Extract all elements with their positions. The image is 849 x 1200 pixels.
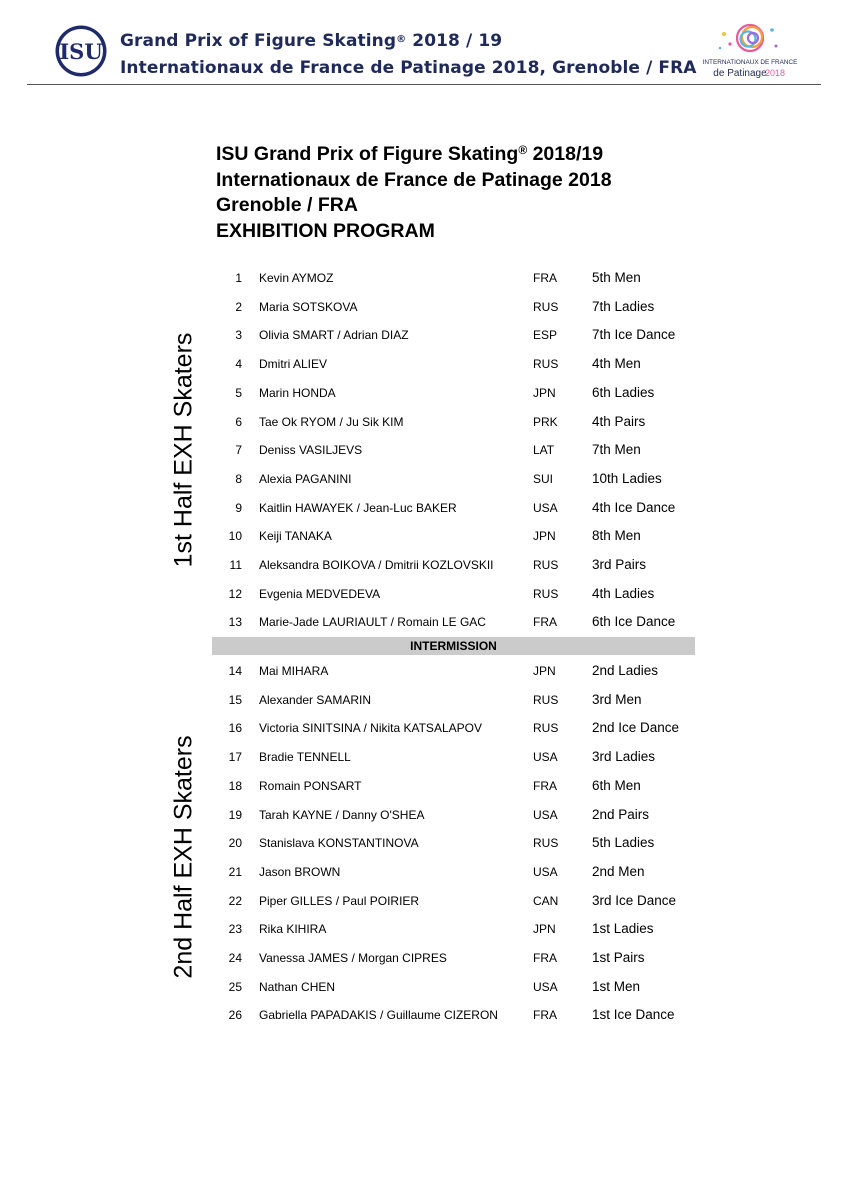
skater-name: Alexia PAGANINI xyxy=(259,471,352,486)
nation-code: FRA xyxy=(533,615,557,630)
entry-number: 15 xyxy=(228,692,242,707)
placement: 6th Men xyxy=(592,777,641,793)
placement: 4th Ladies xyxy=(592,585,655,601)
skater-name: Tae Ok RYOM / Ju Sik KIM xyxy=(259,414,404,429)
placement: 7th Ice Dance xyxy=(592,327,676,343)
nation-code: SUI xyxy=(533,471,554,486)
table-row xyxy=(212,688,696,712)
nation-code: RUS xyxy=(533,836,559,851)
skater-name: Marie-Jade LAURIAULT / Romain LE GAC xyxy=(259,615,486,630)
title-line-2: Internationaux de France de Patinage 2018 xyxy=(216,168,612,191)
isu-logo xyxy=(54,24,108,78)
placement: 6th Ice Dance xyxy=(592,614,676,630)
skater-name: Keiji TANAKA xyxy=(259,529,332,544)
table-row xyxy=(212,659,696,683)
skater-name: Bradie TENNELL xyxy=(259,750,351,765)
placement: 1st Ice Dance xyxy=(592,1007,675,1023)
skater-name: Kevin AYMOZ xyxy=(259,271,334,285)
entry-number: 7 xyxy=(235,443,242,458)
table-row xyxy=(212,860,696,884)
placement: 4th Pairs xyxy=(592,413,646,429)
nation-code: JPN xyxy=(533,529,556,544)
title-line-4: EXHIBITION PROGRAM xyxy=(216,219,435,242)
entry-number: 26 xyxy=(228,1008,242,1023)
table-row xyxy=(212,831,696,855)
first-half-label: 1st Half EXH Skaters xyxy=(169,332,198,568)
table-row xyxy=(212,610,696,634)
entry-number: 20 xyxy=(228,836,242,851)
placement: 3rd Ladies xyxy=(592,749,656,765)
placement: 3rd Pairs xyxy=(592,557,647,572)
nation-code: RUS xyxy=(533,692,559,707)
entry-number: 16 xyxy=(228,721,242,736)
table-row xyxy=(212,803,696,827)
skater-name: Piper GILLES / Paul POIRIER xyxy=(259,893,420,908)
placement: 7th Men xyxy=(592,442,641,458)
header-divider xyxy=(27,84,821,85)
table-row xyxy=(212,582,696,606)
entry-number: 21 xyxy=(228,864,242,879)
placement: 2nd Ice Dance xyxy=(592,720,680,736)
entry-number: 2 xyxy=(235,299,242,314)
skater-name: Vanessa JAMES / Morgan CIPRES xyxy=(259,951,447,965)
placement: 8th Men xyxy=(592,528,641,544)
placement: 5th Ladies xyxy=(592,835,655,851)
skater-name: Victoria SINITSINA / Nikita KATSALAPOV xyxy=(259,721,482,736)
placement: 3rd Ice Dance xyxy=(592,892,677,908)
nation-code: JPN xyxy=(533,664,556,678)
event-logo-year: 2018 xyxy=(764,68,786,78)
skater-name: Romain PONSART xyxy=(259,778,362,793)
nation-code: RUS xyxy=(533,721,559,736)
entry-number: 22 xyxy=(228,893,242,908)
skater-name: Tarah KAYNE / Danny O'SHEA xyxy=(259,807,425,822)
nation-code: FRA xyxy=(533,778,557,793)
skater-name: Marin HONDA xyxy=(259,385,336,400)
skater-name: Gabriella PAPADAKIS / Guillaume CIZERON xyxy=(259,1008,498,1023)
nation-code: CAN xyxy=(533,893,559,908)
entry-number: 23 xyxy=(228,922,242,937)
table-row xyxy=(212,266,696,290)
entry-number: 18 xyxy=(228,778,242,793)
nation-code: JPN xyxy=(533,385,556,400)
placement: 2nd Pairs xyxy=(592,806,650,822)
entry-number: 19 xyxy=(228,807,242,822)
nation-code: FRA xyxy=(533,951,557,965)
placement: 2nd Men xyxy=(592,863,645,879)
table-row xyxy=(212,438,696,462)
table-row xyxy=(212,352,696,376)
skater-name: Stanislava KONSTANTINOVA xyxy=(259,836,419,851)
nation-code: USA xyxy=(533,807,558,822)
skater-name: Mai MIHARA xyxy=(259,664,329,678)
skater-name: Rika KIHIRA xyxy=(259,922,327,937)
skater-name: Kaitlin HAWAYEK / Jean-Luc BAKER xyxy=(259,500,457,515)
table-row xyxy=(212,745,696,769)
placement: 1st Ladies xyxy=(592,921,654,937)
table-row xyxy=(212,410,696,434)
placement: 3rd Men xyxy=(592,691,642,707)
intermission-bar: INTERMISSION xyxy=(212,637,695,655)
event-logo-line-2: de Patinage xyxy=(713,68,767,79)
event-logo-line-1: INTERNATIONAUX DE FRANCE xyxy=(702,59,798,66)
skater-name: Nathan CHEN xyxy=(259,979,336,994)
rainbow-swirl-icon xyxy=(719,25,778,51)
table-row xyxy=(212,553,696,577)
skater-name: Maria SOTSKOVA xyxy=(259,299,358,314)
entry-number: 14 xyxy=(228,664,242,678)
nation-code: USA xyxy=(533,750,558,765)
table-row xyxy=(212,917,696,941)
placement: 2nd Ladies xyxy=(592,663,659,678)
skater-name: Aleksandra BOIKOVA / Dmitrii KOZLOVSKII xyxy=(259,558,494,572)
entry-number: 13 xyxy=(228,615,242,630)
skater-name: Deniss VASILJEVS xyxy=(259,443,363,458)
placement: 10th Ladies xyxy=(592,470,662,486)
event-logo xyxy=(702,20,798,84)
table-row xyxy=(212,716,696,740)
nation-code: USA xyxy=(533,864,558,879)
placement: 1st Men xyxy=(592,978,641,994)
placement: 6th Ladies xyxy=(592,384,655,400)
header-line-1: Grand Prix of Figure Skating® 2018 / 19 xyxy=(120,31,503,51)
entry-number: 4 xyxy=(235,357,242,372)
nation-code: FRA xyxy=(533,1008,557,1023)
nation-code: RUS xyxy=(533,586,559,601)
entry-number: 9 xyxy=(235,500,242,515)
document-title xyxy=(216,142,612,244)
table-row xyxy=(212,295,696,319)
table-row xyxy=(212,946,696,970)
table-row xyxy=(212,1003,696,1027)
placement: 4th Ice Dance xyxy=(592,499,676,515)
table-row xyxy=(212,381,696,405)
skater-name: Evgenia MEDVEDEVA xyxy=(259,586,381,601)
skater-name: Alexander SAMARIN xyxy=(259,692,372,707)
nation-code: ESP xyxy=(533,328,558,343)
table-row xyxy=(212,467,696,491)
entry-number: 17 xyxy=(228,750,242,765)
nation-code: LAT xyxy=(533,443,555,458)
table-row xyxy=(212,323,696,347)
header-line-2: Internationaux de France de Patinage 2018, Grenoble / FRA xyxy=(120,58,697,78)
nation-code: USA xyxy=(533,500,558,515)
title-line-3: Grenoble / FRA xyxy=(216,194,358,216)
placement: 7th Ladies xyxy=(592,298,655,314)
table-row xyxy=(212,975,696,999)
skater-name: Dmitri ALIEV xyxy=(259,357,328,372)
entry-number: 11 xyxy=(229,558,242,572)
nation-code: RUS xyxy=(533,357,559,372)
placement: 5th Men xyxy=(592,270,641,285)
entry-number: 24 xyxy=(228,951,242,965)
table-row xyxy=(212,774,696,798)
entry-number: 6 xyxy=(235,414,242,429)
nation-code: JPN xyxy=(533,922,556,937)
placement: 4th Men xyxy=(592,356,641,372)
skater-name: Jason BROWN xyxy=(259,864,341,879)
entry-number: 8 xyxy=(235,471,242,486)
entry-number: 12 xyxy=(228,586,242,601)
entry-number: 25 xyxy=(228,979,242,994)
entry-number: 10 xyxy=(228,529,242,544)
header-title xyxy=(120,28,697,82)
nation-code: FRA xyxy=(533,271,557,285)
nation-code: RUS xyxy=(533,299,559,314)
skater-name: Olivia SMART / Adrian DIAZ xyxy=(259,328,409,343)
entry-number: 1 xyxy=(235,271,242,285)
isu-logo-text: ISU xyxy=(59,39,103,64)
entry-number: 3 xyxy=(235,328,242,343)
placement: 1st Pairs xyxy=(592,950,645,965)
table-row xyxy=(212,496,696,520)
second-half-label: 2nd Half EXH Skaters xyxy=(169,735,198,979)
table-row xyxy=(212,524,696,548)
nation-code: RUS xyxy=(533,558,559,572)
table-row xyxy=(212,889,696,913)
title-line-1: ISU Grand Prix of Figure Skating® 2018/19 xyxy=(216,143,604,165)
nation-code: PRK xyxy=(533,414,558,429)
entry-number: 5 xyxy=(235,385,242,400)
nation-code: USA xyxy=(533,979,558,994)
